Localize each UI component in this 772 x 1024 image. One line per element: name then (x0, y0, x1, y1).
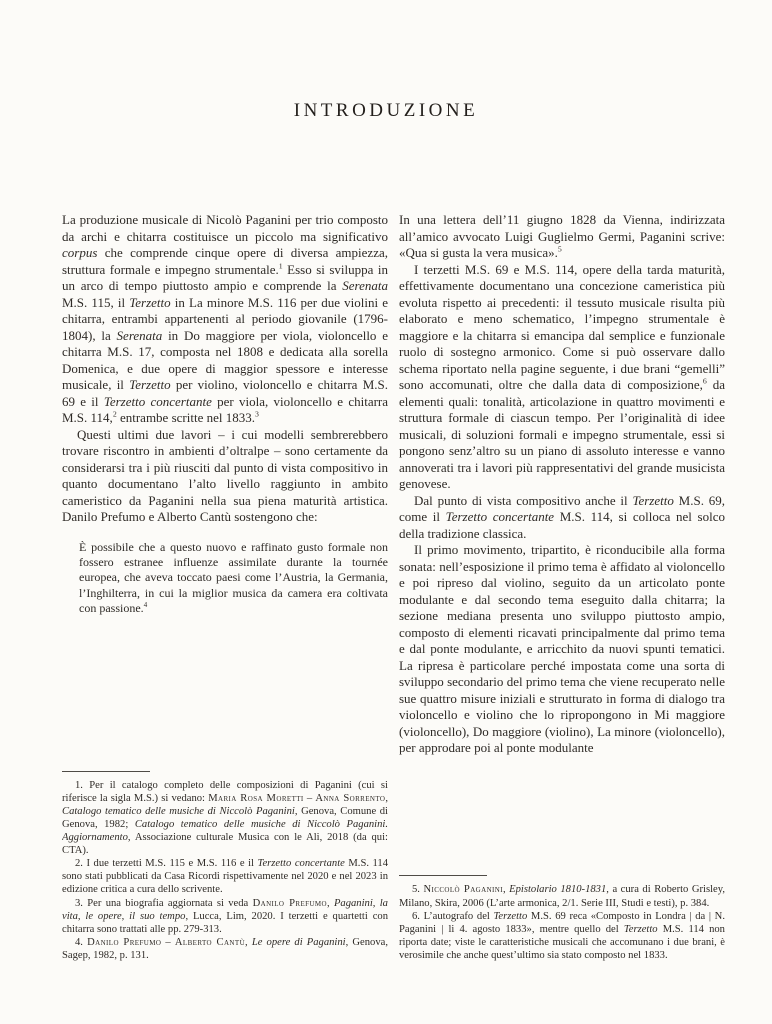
text-segment: , Genova, Comune di Genova, 1982; (62, 805, 388, 830)
footnote (62, 936, 388, 962)
left-footnotes (62, 771, 388, 964)
text-segment: , Associazione culturale Musica con le Ali, 2018 (da qui: CTA). (62, 832, 388, 857)
text-segment: Terzetto (129, 294, 171, 310)
text-segment: I terzetti M.S. 69 e M.S. 114, opere della tarda maturità, effettivamente documentano una concezione cameristica più evoluta rispetto ai precedenti: il tessuto musicale risulta più elaborato e meno schematico, l’impegno strumentale è maggiore e la chitarra si emancipa dal semplice e funzionale ruolo di sostegno armonico. Come si può osservare dallo schema riportato nella pagine seguente, i due brani “gemelli” sono accomunati, oltre che dalla data di composizione, (399, 261, 725, 392)
footnote (62, 779, 388, 858)
text-segment: Le opere di Paganini (251, 936, 346, 948)
paragraph (399, 542, 725, 757)
left-footnote-list (62, 779, 388, 962)
text-segment: 2. I due terzetti M.S. 115 e M.S. 116 e il (75, 858, 258, 870)
text-segment: Niccolò Paganini (423, 884, 503, 896)
text-segment: Paganini, la vita, le opere, il suo tempo (62, 897, 388, 922)
text-segment: Terzetto (623, 923, 658, 935)
two-column-layout (62, 212, 726, 964)
text-segment: Serenata (342, 278, 388, 293)
text-segment: – (303, 792, 316, 804)
text-segment: , Genova, Sagep, 1982, p. 131. (62, 936, 388, 961)
text-segment: entrambe scritte nel 1833. (116, 410, 255, 425)
text-segment: Catalogo tematico delle musiche di Niccolò Paganini (62, 805, 295, 817)
text-segment: 5. (412, 884, 424, 896)
footnote-separator (399, 875, 487, 876)
paragraph (399, 212, 725, 262)
footnote (62, 897, 388, 936)
right-footnote-list (399, 883, 725, 962)
footnote (62, 857, 388, 896)
text-segment: Anna Sorrento (315, 792, 386, 804)
footnote-reference: 2 (112, 409, 117, 419)
text-segment: Danilo Prefumo (87, 936, 162, 948)
text-segment: Catalogo tematico delle musiche di Niccolò Paganini. Aggiornamento (62, 818, 388, 844)
text-segment: È possibile che a questo nuovo e raffinato gusto formale non fossero estranee influenze assimilate durante la tournée europea, che aveva toccato paesi come l’Austria, la Germania, l’Inghilterra, in cui la miglior musica da camera era coltivata con passione. (79, 539, 388, 616)
footnote-reference: 3 (254, 409, 259, 419)
text-segment: M.S. 114 sono stati pubblicati da Casa Ricordi rispettivamente nel 2020 e nel 2023 in edizione critica a cura dello scrivente. (62, 858, 388, 896)
text-segment: M.S. 115, il (62, 294, 130, 310)
paragraph (399, 493, 725, 543)
text-segment: La produzione musicale di Nicolò Paganini per trio composto da archi e chitarra costituisce un piccolo ma significativo (62, 212, 388, 244)
text-segment: , a cura di Roberto Grisley, Milano, Skira, 2006 (L’arte armonica, 2/1. Serie III, Studi e testi), p. 384. (399, 884, 725, 909)
left-column (62, 212, 388, 964)
text-segment: In una lettera dell’11 giugno 1828 da Vienna, indirizzata all’amico avvocato Luigi Guglielmo Germi, Paganini scrive: «Qua si gusta la vera musica». (399, 212, 725, 260)
text-segment: 6. L’autografo del (412, 910, 494, 922)
right-column-text (399, 212, 725, 757)
right-column (399, 212, 725, 964)
text-segment: 1. Per il catalogo completo delle composizioni di Paganini (cui si riferisce la sigla M.S.) si vedano: (62, 779, 388, 804)
text-segment: , (502, 884, 510, 896)
text-segment: per violino, violoncello e chitarra M.S. 69 e il (62, 377, 388, 409)
text-segment: in Do maggiore per viola, violoncello e chitarra M.S. 17, composta nel 1808 e dedicata alla sorella Domenica, e due opere di maggior spessore e interesse musicale, il (62, 327, 388, 392)
text-segment: Terzetto (493, 910, 528, 922)
paragraph (62, 212, 388, 427)
text-segment: Terzetto (129, 377, 171, 392)
text-segment: da elementi quali: tonalità, articolazione in quattro movimenti e struttura formale di ciascun tempo. Per l’originalità di idee musicali, di soluzioni formali e impegno strumentale, essi si pongono senz’altro su un piano di assoluto interesse e vanno annoverati tra i lavori più rappresentativi del grande musicista genovese. (399, 377, 725, 491)
text-segment: per viola, violoncello e chitarra M.S. 114, (62, 393, 388, 425)
text-segment: M.S. 114, si colloca nel solco della tradizione classica. (399, 509, 725, 541)
text-segment: Terzetto concertante (257, 858, 345, 870)
paragraph (399, 262, 725, 493)
text-segment: Dal punto di vista compositivo anche il (414, 492, 633, 508)
text-segment: – (161, 936, 175, 948)
text-segment: , Lucca, Lim, 2020. I terzetti e quartetti con chitarra sono trattati alle pp. 279-313. (62, 910, 388, 935)
text-segment: Questi ultimi due lavori – i cui modelli sembrerebbero trovare riscontro in ambienti d’oltralpe – sono certamente da considerarsi tra i più riusciti dal punto di vista compositivo in quanto documentano l’alto livello raggiunto in ambito cameristico da Paganini nella sua piena maturità artistica. Danilo Prefumo e Alberto Cantù sostengono che: (62, 426, 388, 524)
text-segment: 4. (75, 936, 88, 948)
text-segment: , (326, 897, 334, 909)
footnote (399, 883, 725, 909)
text-segment: in La minore M.S. 116 per due violini e chitarra, entrambi appartenenti al periodo giovanile (1796-1804), la (62, 294, 388, 343)
text-segment: Il primo movimento, tripartito, è riconducibile alla forma sonata: nell’esposizione il primo tema è affidato al violoncello e poi ripreso dal violino, seguito da un articolato ponte modulante e dal secondo tema eseguito dalla chitarra; la sezione mediana presenta uno sviluppo piuttosto ampio, composto di elementi ricavati principalmente dal primo tema e dal ponte modulante, e arricchito da nuovi spunti tematici. La ripresa è particolare perché impostata come una sorta di sviluppo secondario del primo tema che viene recuperato nelle sue quattro misure iniziali e strutturato in forma di dialogo tra violoncello e violino che lo ripropongono in Mi maggiore (violoncello), Do maggiore (violino), La minore (violoncello), per approdare poi al ponte modulante (399, 542, 725, 755)
text-segment: Serenata (116, 327, 163, 343)
block-quote (79, 540, 388, 617)
text-segment: Alberto Cantù (174, 936, 246, 948)
footnote-reference: 4 (143, 601, 148, 610)
left-column-text (62, 212, 388, 617)
text-segment: che comprende cinque opere di diversa ampiezza, struttura formale e impegno strumentale. (62, 245, 388, 277)
paragraph (62, 427, 388, 526)
text-segment: M.S. 69 reca «Composto in Londra | da | N. Paganini | li 4. agosto 1833», mentre quello del (399, 910, 725, 935)
text-segment: corpus (62, 245, 98, 260)
footnote-separator (62, 771, 150, 772)
footnote (399, 910, 725, 962)
text-segment: , (385, 792, 388, 804)
text-segment: Danilo Prefumo (252, 897, 327, 909)
text-segment: M.S. 114 non riporta date; viste le caratteristiche musicali che accomunano i due brani, è verosimile che anche quest’ultimo sia stato composto nel 1833. (399, 923, 725, 961)
text-segment: 3. Per una biografia aggiornata si veda (75, 897, 253, 909)
footnote-reference: 1 (278, 261, 283, 271)
text-segment: Epistolario 1810-1831 (509, 884, 607, 896)
footnote-reference: 5 (557, 244, 562, 254)
text-segment: Terzetto concertante (445, 509, 555, 524)
text-segment: Maria Rosa Moretti (208, 792, 304, 804)
text-segment: , (245, 936, 252, 948)
text-segment: Terzetto (632, 492, 674, 508)
text-segment: Esso si sviluppa in un arco di tempo piuttosto ampio e comprende la (62, 261, 388, 293)
right-footnotes (399, 875, 725, 964)
text-segment: Terzetto concertante (103, 393, 212, 409)
page-title: INTRODUZIONE (293, 100, 479, 121)
text-segment: M.S. 69, come il (399, 492, 725, 524)
footnote-reference: 6 (702, 376, 707, 386)
